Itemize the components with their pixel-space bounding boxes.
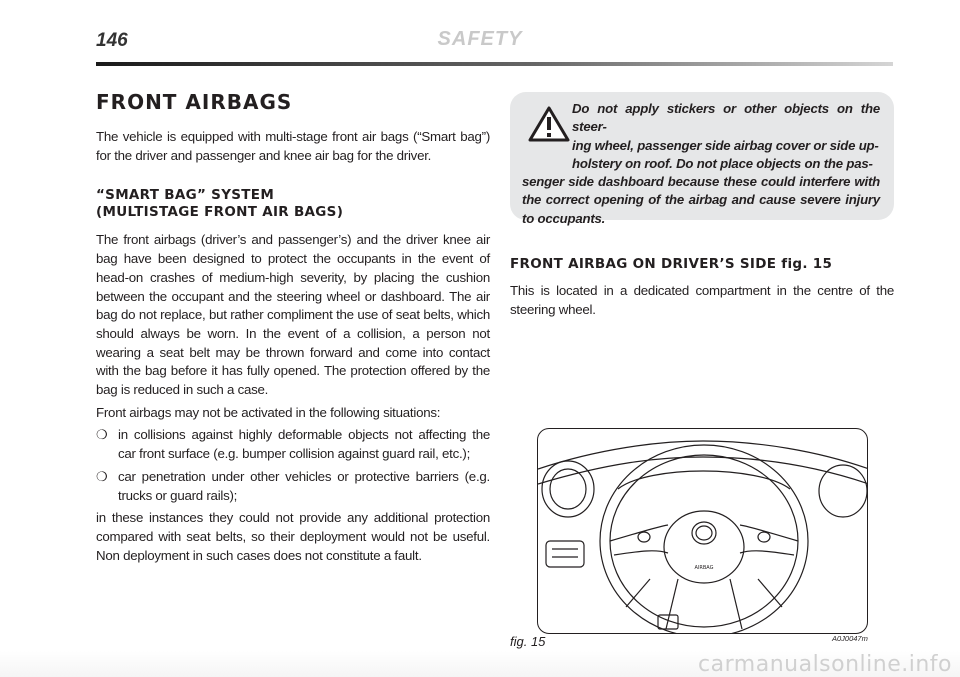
airbag-hub-label: AIRBAG	[694, 565, 714, 571]
smart-bag-paragraph: The front airbags (driver’s and passenger’s) and the driver knee air bag have been designed to protect the occupants in the event of head-on crashes of medium-high severity, by placing the cushion between the occupant and the steering wheel or dashboard. The air bag do not replace, but rather compliment the use of seat belts, which should always be worn. In the event of a collision, a person not wearing a seat belt may be thrown forward and come into contact with the bag before it has fully opened. The protection offered by the bag is reduced in such a case.	[96, 232, 490, 398]
warning-triangle-icon	[528, 106, 570, 142]
warning-rest: senger side dashboard because these could interfere with the correct opening of the airbag and cause severe injury to occupants.	[522, 174, 880, 226]
intro-paragraph: The vehicle is equipped with multi-stage front air bags (“Smart bag”) for the driver and passenger and knee air bag for the driver.	[96, 129, 490, 163]
page-number: 146	[96, 30, 128, 51]
bullet-circle-icon: ❍	[96, 427, 108, 443]
list-item-text: in collisions against highly deformable objects not affecting the car front surface (e.g. bumper collision against guard rail, etc.);	[118, 427, 490, 462]
list-item-text: car penetration under other vehicles or protective barriers (e.g. trucks or guard rails);	[118, 468, 490, 503]
figure-code: A0J0047m	[832, 634, 868, 643]
list-item	[96, 468, 490, 505]
header-rule	[96, 62, 893, 66]
section-title: SAFETY	[437, 28, 523, 50]
warning-text	[522, 100, 880, 228]
figure-caption: fig. 15	[510, 634, 546, 649]
driver-airbag-text: This is located in a dedicated compartment in the centre of the steering wheel.	[510, 283, 894, 317]
not-activated-paragraph: Front airbags may not be activated in the following situations:	[96, 404, 441, 420]
watermark	[0, 651, 960, 677]
smart-bag-heading-line1: “SMART BAG” SYSTEM	[96, 187, 275, 204]
front-airbags-title: FRONT AIRBAGS	[96, 90, 293, 114]
left-column	[96, 90, 490, 569]
warning-line2: ing wheel, passenger side airbag cover or side up-	[572, 137, 879, 153]
conclusion-paragraph: in these instances they could not provide any additional protection compared with seat belts, so their deployment would not be useful. Non deployment in such cases does not constitute a fault.	[96, 510, 490, 563]
situations-list	[96, 426, 490, 505]
right-column	[510, 256, 894, 323]
list-item	[96, 426, 490, 463]
warning-line3: holstery on roof. Do not place objects on the pas-	[572, 155, 873, 171]
warning-line1: Do not apply stickers or other objects on the steer-	[572, 101, 880, 135]
steering-wheel-figure	[537, 428, 868, 634]
warning-box	[510, 92, 894, 226]
smart-bag-heading-line2: (MULTISTAGE FRONT AIR BAGS)	[96, 204, 344, 221]
bullet-circle-icon: ❍	[96, 468, 108, 484]
smart-bag-heading	[96, 187, 490, 221]
driver-airbag-heading: FRONT AIRBAG ON DRIVER’S SIDE fig. 15	[510, 256, 833, 272]
steering-wheel-illustration	[538, 429, 868, 634]
watermark-text: carmanualsonline.info	[698, 651, 952, 677]
